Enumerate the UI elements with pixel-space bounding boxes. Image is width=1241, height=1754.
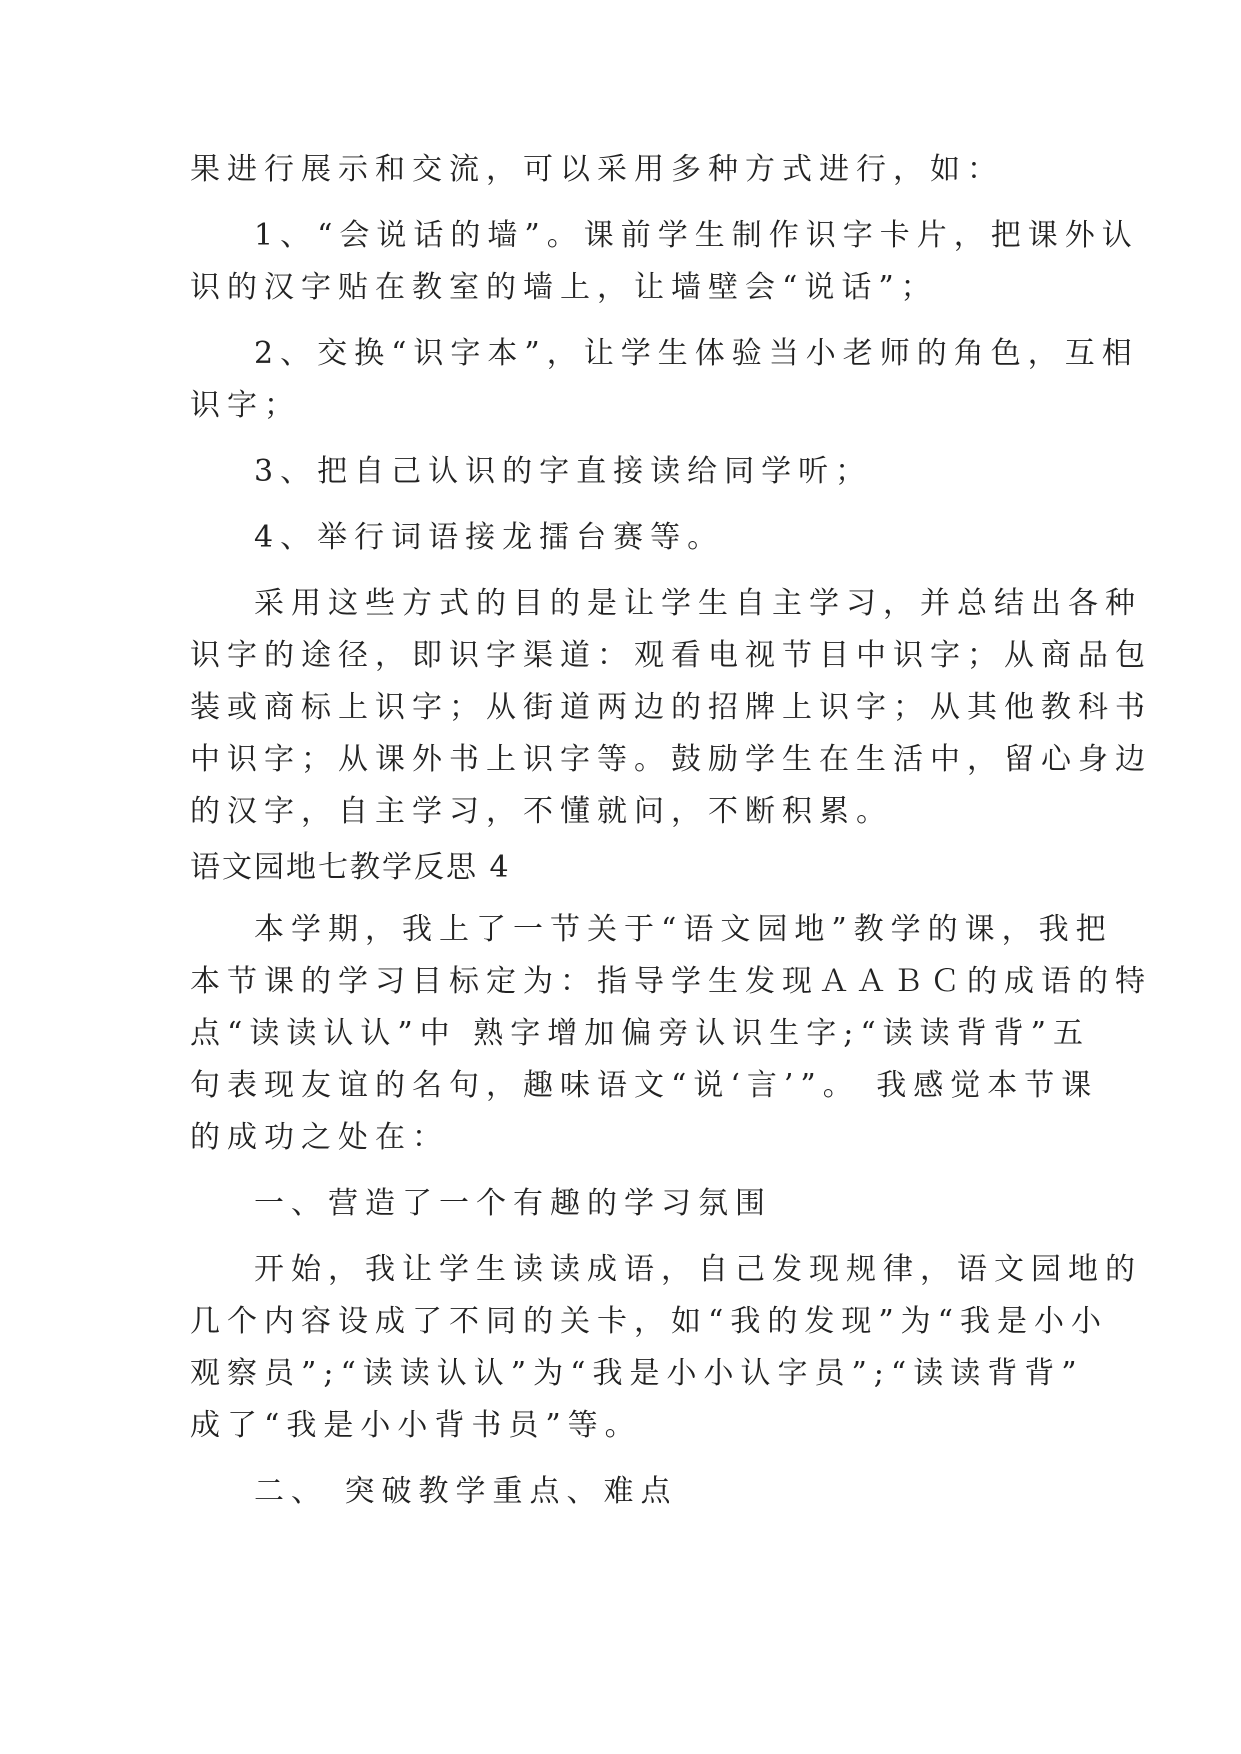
paragraph-line: 装或商标上识字；从街道两边的招牌上识字；从其他教科书 xyxy=(190,690,1152,725)
paragraph-line: 观察员”;“读读认认”为“我是小小认字员”;“读读背背” xyxy=(190,1356,1084,1391)
list-item-1: 1、“会说话的墙”。课前学生制作识字卡片，把课外认 xyxy=(254,218,1139,253)
paragraph-line: 中识字；从课外书上识字等。鼓励学生在生活中，留心身边 xyxy=(190,742,1152,777)
text-line: 果进行展示和交流，可以采用多种方式进行，如： xyxy=(190,152,1004,187)
text-line: 识字； xyxy=(190,388,301,423)
paragraph-line: 本节课的学习目标定为：指导学生发现ＡＡＢＣ的成语的特 xyxy=(190,964,1152,999)
paragraph-line: 的汉字，自主学习，不懂就问，不断积累。 xyxy=(190,794,893,829)
section-heading: 语文园地七教学反思 4 xyxy=(190,850,511,885)
subheading-1: 一、营造了一个有趣的学习氛围 xyxy=(254,1186,772,1221)
subheading-2: 二、 突破教学重点、难点 xyxy=(254,1474,678,1509)
list-item-3: 3、把自己认识的字直接读给同学听； xyxy=(254,454,873,489)
paragraph-line: 成了“我是小小背书员”等。 xyxy=(190,1408,642,1443)
paragraph-line: 句表现友谊的名句，趣味语文“说‘言’”。 我感觉本节课 xyxy=(190,1068,1099,1103)
paragraph-line: 几个内容设成了不同的关卡，如“我的发现”为“我是小小 xyxy=(190,1304,1109,1339)
paragraph-line: 开始，我让学生读读成语，自己发现规律，语文园地的 xyxy=(254,1252,1142,1287)
list-item-4: 4、举行词语接龙擂台赛等。 xyxy=(254,520,725,555)
paragraph-line: 识字的途径，即识字渠道：观看电视节目中识字；从商品包 xyxy=(190,638,1152,673)
text-line: 识的汉字贴在教室的墙上，让墙壁会“说话”； xyxy=(190,270,938,305)
list-item-2: 2、交换“识字本”，让学生体验当小老师的角色，互相 xyxy=(254,336,1139,371)
paragraph-line: 采用这些方式的目的是让学生自主学习，并总结出各种 xyxy=(254,586,1142,621)
paragraph-line: 点“读读认认”中 熟字增加偏旁认识生字;“读读背背”五 xyxy=(190,1016,1090,1051)
paragraph-line: 的成功之处在： xyxy=(190,1120,449,1155)
paragraph-line: 本学期，我上了一节关于“语文园地”教学的课，我把 xyxy=(254,912,1113,947)
